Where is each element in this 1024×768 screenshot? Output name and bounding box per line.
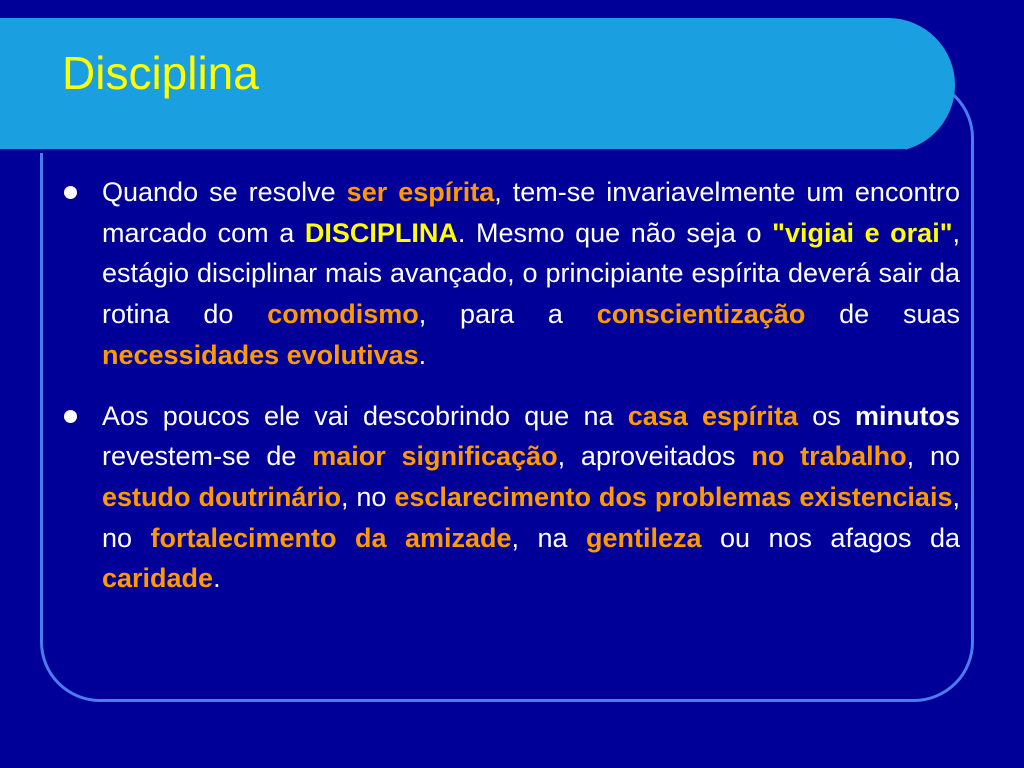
highlight-term: no trabalho [751, 441, 907, 472]
segment: , aproveitados [557, 441, 752, 472]
segment: Aos poucos ele vai descobrindo que na [102, 400, 628, 431]
highlight-term: minutos [855, 400, 960, 431]
bullet-dot-icon [64, 410, 77, 423]
segment: , tem-se invariavelmente um encontro marcado com a [102, 177, 960, 248]
highlight-term: "vigiai e orai" [772, 217, 953, 248]
slide-title: Disciplina [62, 47, 259, 99]
highlight-term: maior significação [312, 441, 558, 472]
highlight-term: conscientização [596, 299, 806, 330]
segment: ou nos afagos da [701, 522, 960, 553]
segment: . Mesmo que não seja o [457, 217, 773, 248]
highlight-term: esclarecimento dos problemas existenciais [394, 481, 953, 512]
bullet-item [102, 396, 960, 600]
highlight-term: estudo doutrinário [102, 481, 341, 512]
highlight-term: casa espírita [627, 400, 799, 431]
highlight-term: fortalecimento da amizade [150, 522, 512, 553]
segment: os [798, 400, 855, 431]
title-underline [0, 149, 905, 153]
segment: , na [511, 522, 586, 553]
bullet-item [102, 172, 960, 376]
bullet-list [102, 172, 960, 619]
segment: , no [102, 481, 960, 553]
segment: , no [906, 441, 961, 472]
highlight-term: gentileza [585, 522, 702, 553]
highlight-term: comodismo [267, 299, 419, 330]
bullet-dot-icon [64, 186, 77, 199]
segment: Quando se resolve [102, 177, 347, 207]
segment: . [418, 339, 427, 370]
highlight-term: ser espírita [346, 177, 495, 207]
segment: , para a [418, 299, 597, 330]
segment: de suas [805, 299, 961, 330]
segment: . [213, 563, 221, 594]
highlight-term: caridade [102, 563, 214, 594]
highlight-term: necessidades evolutivas [102, 339, 419, 370]
segment: revestem-se de [102, 441, 313, 472]
segment: , no [340, 481, 395, 512]
highlight-term: DISCIPLINA [304, 217, 458, 248]
segment: , estágio disciplinar mais avançado, o principiante espírita deverá sair da rotina do [102, 217, 961, 330]
